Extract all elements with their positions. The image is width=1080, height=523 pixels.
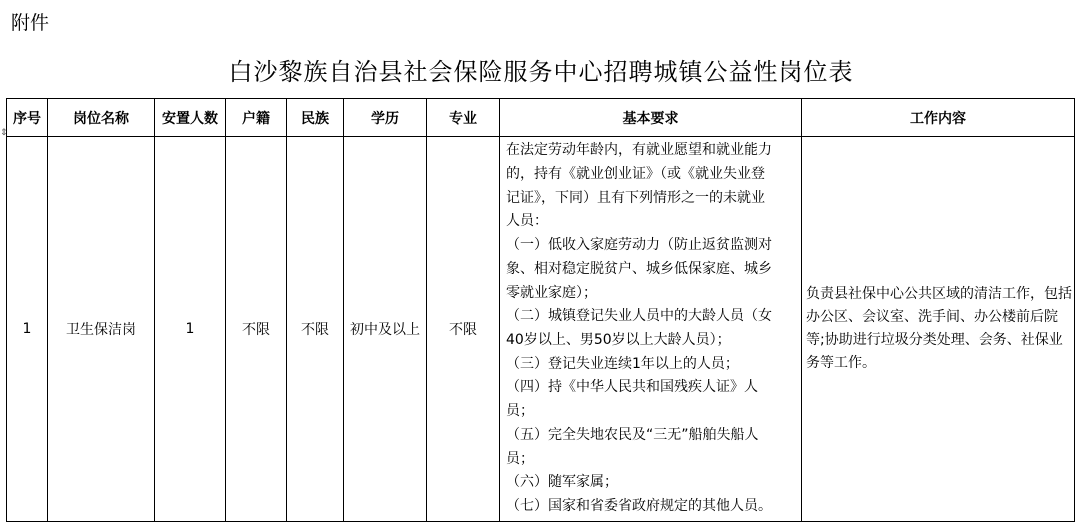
cell-count: 1: [155, 137, 226, 522]
attachment-label: 附件: [11, 12, 50, 34]
requirement-line: （二）城镇登记失业人员中的大龄人员（女: [506, 308, 772, 325]
cell-major: 不限: [427, 137, 500, 522]
positions-table: [6, 98, 1075, 522]
header-requirements: 基本要求: [500, 99, 802, 137]
header-no: 序号: [7, 99, 48, 137]
requirement-line: （五）完全失地农民及“三无”船舶失船人: [506, 426, 759, 443]
requirement-line: 人员：: [506, 213, 548, 230]
requirement-line: 零就业家庭）；: [506, 284, 597, 301]
requirement-line: 员；: [506, 450, 534, 467]
header-education: 学历: [344, 99, 427, 137]
cell-position: 卫生保洁岗: [48, 137, 155, 522]
cell-requirements: [500, 137, 802, 522]
row-resize-marker: ⇕: [0, 128, 8, 138]
requirement-line: 员；: [506, 403, 534, 420]
cell-residence: 不限: [226, 137, 287, 522]
cell-education: 初中及以上: [344, 137, 427, 522]
header-major: 专业: [427, 99, 500, 137]
requirement-line: （六）随军家属；: [506, 474, 618, 491]
requirement-line: （七）国家和省委省政府规定的其他人员。: [506, 497, 772, 514]
header-count: 安置人数: [155, 99, 226, 137]
header-residence: 户籍: [226, 99, 287, 137]
requirement-line: 象、相对稳定脱贫户、城乡低保家庭、城乡: [506, 260, 772, 277]
requirement-line: 记证》，下同）且有下列情形之一的未就业: [506, 189, 765, 206]
cell-no: 1: [7, 137, 48, 522]
table-title: 白沙黎族自治县社会保险服务中心招聘城镇公益性岗位表: [228, 58, 854, 86]
header-position: 岗位名称: [48, 99, 155, 137]
cell-ethnicity: 不限: [287, 137, 344, 522]
requirement-line: 在法定劳动年龄内，有就业愿望和就业能力: [506, 142, 772, 159]
header-work-content: 工作内容: [802, 99, 1075, 137]
requirement-line: （一）低收入家庭劳动力（防止返贫监测对: [506, 237, 772, 254]
requirement-line: （四）持《中华人民共和国残疾人证》人: [506, 379, 758, 396]
table-row: [7, 137, 1075, 522]
header-ethnicity: 民族: [287, 99, 344, 137]
requirement-line: 40岁以上、男50岁以上大龄人员）；: [506, 332, 731, 348]
header-row: [7, 99, 1075, 137]
cell-work-content: 负责县社保中心公共区域的清洁工作，包括办公区、会议室、洗手间、办公楼前后院等;协助进行垃圾分类处理、会务、社保业务等工作。: [802, 137, 1075, 522]
requirement-line: （三）登记失业连续1年以上的人员；: [506, 355, 739, 372]
requirement-line: 的，持有《就业创业证》（或《就业失业登: [506, 166, 765, 183]
